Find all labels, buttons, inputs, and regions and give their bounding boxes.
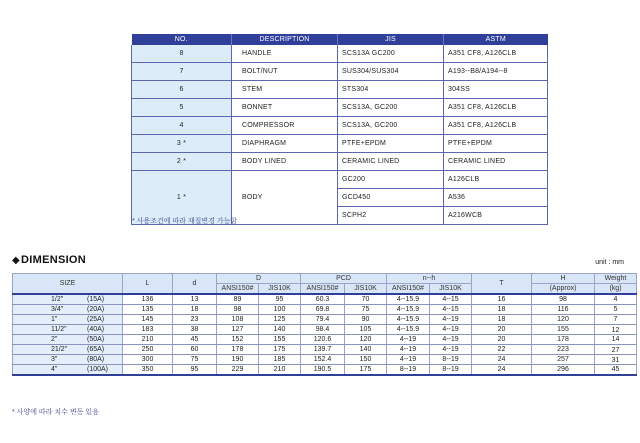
part-number: 4 (132, 117, 232, 135)
part-jis: SCPH2 (338, 207, 444, 225)
value-nh-jis: 4--19 (430, 315, 472, 325)
header-astm: ASTM (444, 34, 548, 45)
value-d: 75 (173, 355, 217, 365)
part-astm: A351 CF8, A126CLB (444, 45, 548, 63)
header-nh: n--h (387, 274, 472, 284)
value-h: 120 (532, 315, 595, 325)
value-l: 250 (123, 345, 173, 355)
part-jis: GCD450 (338, 189, 444, 207)
value-t: 24 (472, 365, 532, 376)
dimension-note: * 사양에 따라 치수 변동 있음 (12, 409, 99, 416)
header-weight: Weight (595, 274, 637, 284)
part-astm: A351 CF8, A126CLB (444, 99, 548, 117)
part-astm: 304SS (444, 81, 548, 99)
material-row (132, 153, 548, 171)
value-t: 18 (472, 315, 532, 325)
value-pcd-jis: 120 (345, 335, 387, 345)
header-D-jis: JIS10K (259, 284, 301, 295)
value-d: 13 (173, 294, 217, 305)
value-d-jis: 125 (259, 315, 301, 325)
size-inch: 1/2" (51, 296, 64, 303)
value-d: 23 (173, 315, 217, 325)
value-l: 210 (123, 335, 173, 345)
header-H: H (532, 274, 595, 284)
part-description: HANDLE (232, 45, 338, 63)
part-number: 7 (132, 63, 232, 81)
part-jis: SUS304/SUS304 (338, 63, 444, 81)
value-d: 45 (173, 335, 217, 345)
value-pcd-jis: 75 (345, 305, 387, 315)
header-D-ansi: ANSI150# (217, 284, 259, 295)
part-jis: STS304 (338, 81, 444, 99)
material-row (132, 135, 548, 153)
value-d: 95 (173, 365, 217, 376)
size-inch: 1" (51, 316, 58, 323)
value-t: 22 (472, 345, 532, 355)
value-pcd-jis: 150 (345, 355, 387, 365)
dimension-table (12, 273, 637, 376)
value-pcd-jis: 70 (345, 294, 387, 305)
value-nh-ansi: 4--15.9 (387, 325, 430, 335)
value-d-ansi: 229 (217, 365, 259, 376)
dimension-row (13, 355, 637, 365)
material-row (132, 99, 548, 117)
diamond-icon: ◆ (12, 255, 20, 266)
dimension-title-text: DIMENSION (21, 254, 87, 266)
value-pcd-ansi: 79.4 (301, 315, 345, 325)
size-dn: (25A) (87, 316, 105, 323)
value-d-jis: 155 (259, 335, 301, 345)
size-cell (13, 355, 123, 365)
value-l: 135 (123, 305, 173, 315)
value-pcd-jis: 175 (345, 365, 387, 376)
header-description: DESCRIPTION (232, 34, 338, 45)
material-row (132, 45, 548, 63)
value-nh-jis: 4--19 (430, 325, 472, 335)
value-d-jis: 175 (259, 345, 301, 355)
value-d-jis: 210 (259, 365, 301, 376)
part-jis: PTFE+EPDM (338, 135, 444, 153)
dimension-row (13, 345, 637, 355)
value-t: 18 (472, 305, 532, 315)
value-nh-jis: 4--19 (430, 335, 472, 345)
value-h: 223 (532, 345, 595, 355)
value-nh-ansi: 4--19 (387, 345, 430, 355)
value-t: 20 (472, 335, 532, 345)
part-jis: GC200 (338, 171, 444, 189)
value-w: 4 (595, 294, 637, 305)
size-dn: (15A) (87, 296, 105, 303)
value-t: 20 (472, 325, 532, 335)
header-H-approx: (Approx) (532, 284, 595, 295)
value-h: 257 (532, 355, 595, 365)
size-dn: (20A) (87, 306, 105, 313)
part-description: BODY (232, 171, 338, 225)
value-pcd-jis: 105 (345, 325, 387, 335)
value-d-jis: 95 (259, 294, 301, 305)
part-number: 6 (132, 81, 232, 99)
part-description: COMPRESSOR (232, 117, 338, 135)
value-pcd-ansi: 152.4 (301, 355, 345, 365)
part-description: STEM (232, 81, 338, 99)
value-pcd-jis: 140 (345, 345, 387, 355)
value-d-ansi: 152 (217, 335, 259, 345)
materials-note: * 사용조건에 따라 재질변경 가능함 (132, 218, 238, 225)
part-number: 5 (132, 99, 232, 117)
value-h: 155 (532, 325, 595, 335)
header-nh-ansi: ANSI150# (387, 284, 430, 295)
value-pcd-ansi: 98.4 (301, 325, 345, 335)
header-no: NO. (132, 34, 232, 45)
value-t: 16 (472, 294, 532, 305)
value-w: 31 (595, 355, 637, 365)
value-nh-ansi: 8--19 (387, 365, 430, 376)
value-h: 296 (532, 365, 595, 376)
value-l: 300 (123, 355, 173, 365)
value-nh-jis: 8--19 (430, 355, 472, 365)
header-nh-jis: JIS10K (430, 284, 472, 295)
dimension-row (13, 325, 637, 335)
header-L: L (123, 274, 173, 295)
dimension-row (13, 305, 637, 315)
value-w: 27 (595, 345, 637, 355)
part-astm: A351 CF8, A126CLB (444, 117, 548, 135)
value-nh-ansi: 4--15.9 (387, 294, 430, 305)
value-pcd-ansi: 60.3 (301, 294, 345, 305)
size-dn: (100A) (87, 366, 109, 373)
part-jis: SCS13A, GC200 (338, 99, 444, 117)
size-dn: (80A) (87, 356, 105, 363)
value-pcd-ansi: 120.6 (301, 335, 345, 345)
part-jis: CERAMIC LINED (338, 153, 444, 171)
value-pcd-ansi: 69.8 (301, 305, 345, 315)
value-nh-jis: 8--19 (430, 365, 472, 376)
header-d: d (173, 274, 217, 295)
materials-table (131, 34, 548, 225)
part-astm: PTFE+EPDM (444, 135, 548, 153)
header-PCD: PCD (301, 274, 387, 284)
part-description: BODY LINED (232, 153, 338, 171)
unit-label: unit : mm (595, 259, 624, 266)
material-row (132, 63, 548, 81)
part-description: BOLT/NUT (232, 63, 338, 81)
dimension-header-row-1 (13, 274, 637, 284)
part-number: 2 * (132, 153, 232, 171)
value-w: 5 (595, 305, 637, 315)
value-w: 12 (595, 325, 637, 335)
header-D: D (217, 274, 301, 284)
value-w: 45 (595, 365, 637, 376)
dimension-row (13, 294, 637, 305)
value-d-jis: 140 (259, 325, 301, 335)
header-T: T (472, 274, 532, 295)
materials-header-row (132, 34, 548, 45)
value-nh-ansi: 4--19 (387, 355, 430, 365)
value-d-ansi: 98 (217, 305, 259, 315)
value-l: 350 (123, 365, 173, 376)
size-dn: (50A) (87, 336, 105, 343)
value-h: 178 (532, 335, 595, 345)
header-PCD-jis: JIS10K (345, 284, 387, 295)
value-nh-ansi: 4--19 (387, 335, 430, 345)
material-row (132, 81, 548, 99)
part-astm: A193--B8/A194--8 (444, 63, 548, 81)
part-description: DIAPHRAGM (232, 135, 338, 153)
dimension-title (12, 254, 86, 266)
value-nh-jis: 4--15 (430, 294, 472, 305)
size-inch: 4" (51, 366, 58, 373)
size-cell (13, 315, 123, 325)
header-weight-kg: (kg) (595, 284, 637, 295)
size-cell (13, 345, 123, 355)
size-cell (13, 294, 123, 305)
value-d: 60 (173, 345, 217, 355)
value-w: 14 (595, 335, 637, 345)
size-dn: (65A) (87, 346, 105, 353)
value-d: 38 (173, 325, 217, 335)
value-d-ansi: 178 (217, 345, 259, 355)
value-d-ansi: 127 (217, 325, 259, 335)
value-nh-ansi: 4--15.9 (387, 315, 430, 325)
value-d-jis: 100 (259, 305, 301, 315)
size-cell (13, 335, 123, 345)
value-d-ansi: 190 (217, 355, 259, 365)
header-size: SIZE (13, 274, 123, 295)
size-cell (13, 305, 123, 315)
value-nh-jis: 4--15 (430, 305, 472, 315)
value-l: 136 (123, 294, 173, 305)
header-jis: JIS (338, 34, 444, 45)
value-d-jis: 185 (259, 355, 301, 365)
value-l: 183 (123, 325, 173, 335)
size-cell (13, 325, 123, 335)
size-cell (13, 365, 123, 376)
size-inch: 21/2" (51, 346, 68, 353)
part-description: BONNET (232, 99, 338, 117)
size-inch: 2" (51, 336, 58, 343)
part-jis: SCS13A, GC200 (338, 117, 444, 135)
value-nh-ansi: 4--15.9 (387, 305, 430, 315)
value-h: 116 (532, 305, 595, 315)
value-nh-jis: 4--19 (430, 345, 472, 355)
header-PCD-ansi: ANSI150# (301, 284, 345, 295)
part-astm: A216WCB (444, 207, 548, 225)
size-inch: 11/2" (51, 326, 67, 333)
part-astm: A536 (444, 189, 548, 207)
size-inch: 3" (51, 356, 58, 363)
material-row (132, 117, 548, 135)
dimension-row (13, 315, 637, 325)
part-number: 3 * (132, 135, 232, 153)
dimension-row (13, 335, 637, 345)
part-astm: CERAMIC LINED (444, 153, 548, 171)
dimension-row (13, 365, 637, 376)
value-pcd-ansi: 190.5 (301, 365, 345, 376)
size-dn: (40A) (87, 326, 105, 333)
size-inch: 3/4" (51, 306, 64, 313)
value-d-ansi: 108 (217, 315, 259, 325)
material-row-body (132, 171, 548, 189)
value-h: 98 (532, 294, 595, 305)
part-number: 1 * (132, 171, 232, 225)
part-number: 8 (132, 45, 232, 63)
value-d: 18 (173, 305, 217, 315)
value-w: 7 (595, 315, 637, 325)
part-astm: A126CLB (444, 171, 548, 189)
value-d-ansi: 89 (217, 294, 259, 305)
value-t: 24 (472, 355, 532, 365)
value-pcd-ansi: 139.7 (301, 345, 345, 355)
part-jis: SCS13A GC200 (338, 45, 444, 63)
value-pcd-jis: 90 (345, 315, 387, 325)
value-l: 145 (123, 315, 173, 325)
